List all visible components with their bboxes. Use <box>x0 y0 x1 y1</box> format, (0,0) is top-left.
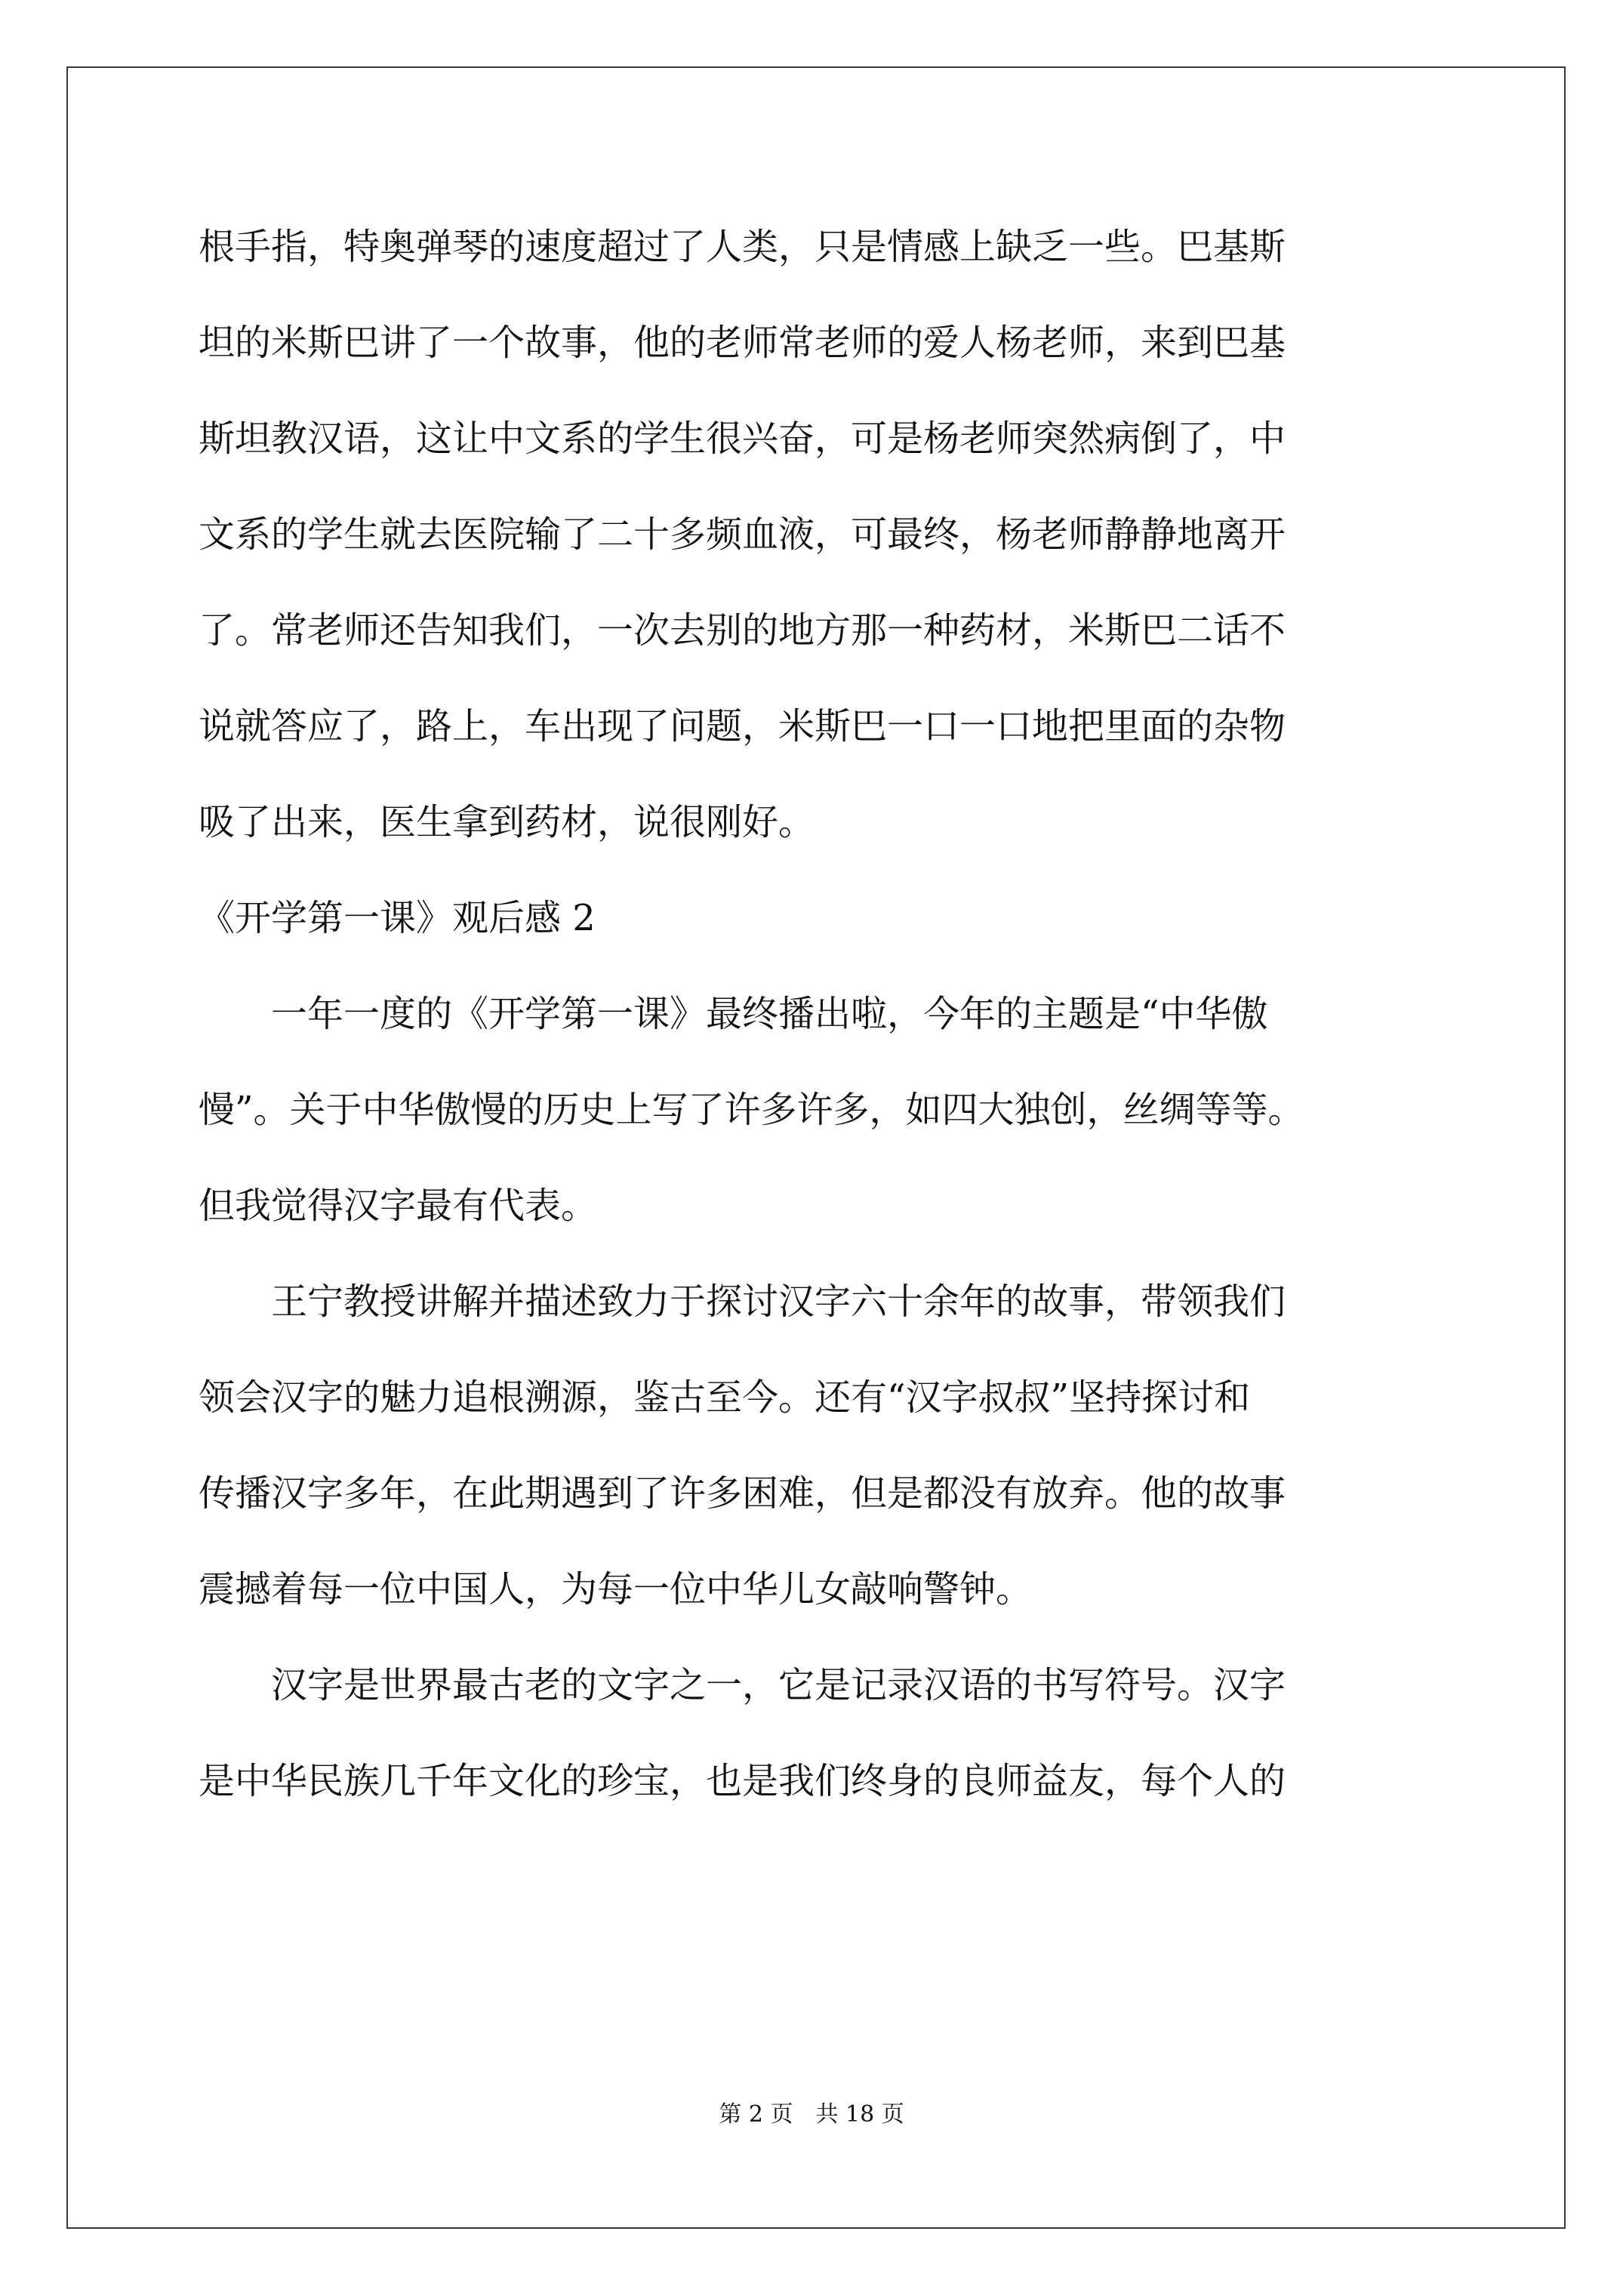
text-line: 文系的学生就去医院输了二十多频血液，可最终，杨老师静静地离开 <box>199 513 1286 556</box>
text-line: 震撼着每一位中国人，为每一位中华儿女敲响警钟。 <box>199 1568 1033 1610</box>
text-line: 汉字是世界最古老的文字之一，它是记录汉语的书写符号。汉字 <box>271 1664 1286 1706</box>
document-body <box>199 199 1437 1829</box>
text-line: 了。常老师还告知我们，一次去别的地方那一种药材，米斯巴二话不 <box>199 609 1286 652</box>
text-line: 坦的米斯巴讲了一个故事，他的老师常老师的爱人杨老师，来到巴基 <box>199 322 1286 364</box>
text-line: 慢”。关于中华傲慢的历史上写了许多许多，如四大独创，丝绸等等。 <box>199 1089 1304 1131</box>
text-line: 根手指，特奥弹琴的速度超过了人类，只是情感上缺乏一些。巴基斯 <box>199 226 1286 268</box>
text-line: 斯坦教汉语，这让中文系的学生很兴奋，可是杨老师突然病倒了，中 <box>199 418 1286 460</box>
text-line: 一年一度的《开学第一课》最终播出啦，今年的主题是“中华傲 <box>271 993 1268 1035</box>
text-line: 说就答应了，路上，车出现了问题，米斯巴一口一口地把里面的杂物 <box>199 705 1286 747</box>
text-line: 领会汉字的魅力追根溯源，鉴古至今。还有“汉字叔叔”坚持探讨和 <box>199 1376 1251 1419</box>
text-line: 《开学第一课》观后感 2 <box>199 897 596 939</box>
text-line: 但我觉得汉字最有代表。 <box>199 1185 598 1227</box>
page-number-label: 第 2 页 共 18 页 <box>719 2101 904 2128</box>
text-line: 王宁教授讲解并描述致力于探讨汉字六十余年的故事，带领我们 <box>271 1281 1286 1323</box>
text-line: 吸了出来，医生拿到药材，说很刚好。 <box>199 801 815 843</box>
text-line: 传播汉字多年，在此期遇到了许多困难，但是都没有放弃。他的故事 <box>199 1472 1286 1515</box>
page-footer <box>0 2095 1623 2128</box>
text-line: 是中华民族几千年文化的珍宝，也是我们终身的良师益友，每个人的 <box>199 1760 1286 1802</box>
